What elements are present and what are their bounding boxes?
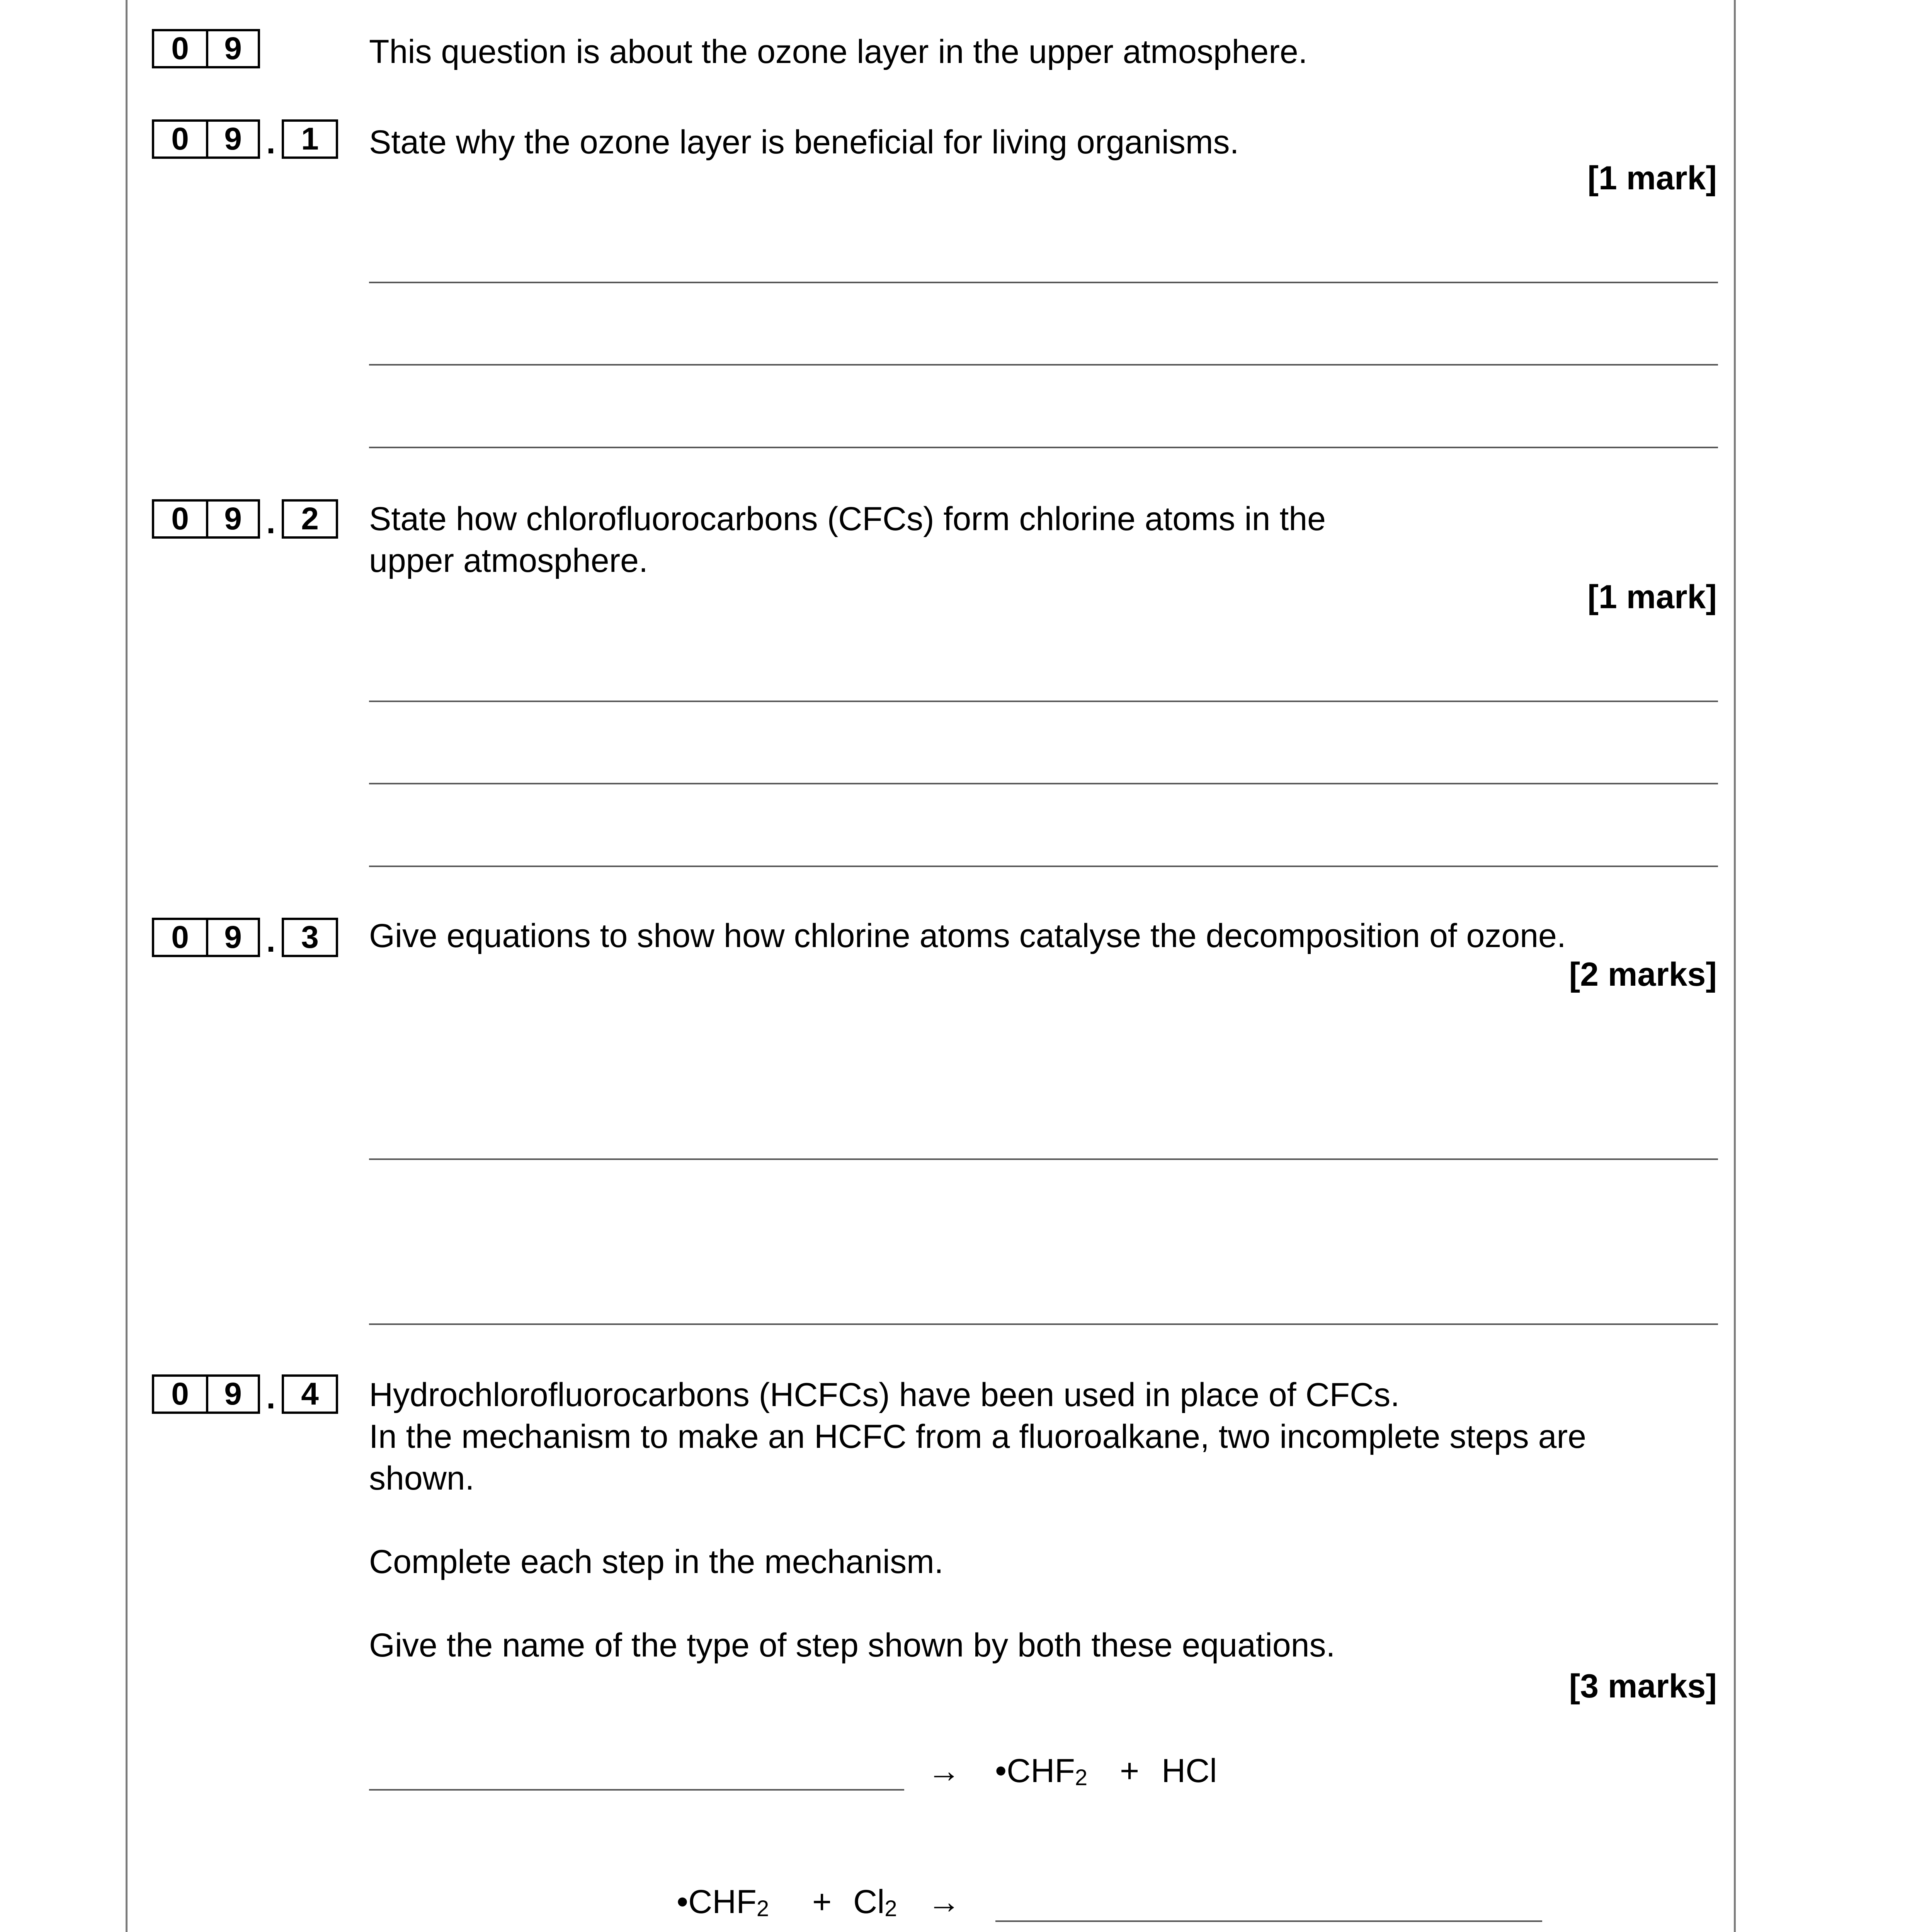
equation-1-plus: + (1120, 1752, 1140, 1789)
digit-box: 9 (206, 502, 258, 536)
answer-line[interactable] (369, 1158, 1718, 1160)
question-text: In the mechanism to make an HCFC from a fluoroalkane, two incomplete steps are (369, 1418, 1586, 1455)
question-number-09-1 (152, 115, 338, 159)
radical-text: •CHF (677, 1883, 757, 1920)
marks-label: [3 marks] (1569, 1668, 1717, 1705)
answer-line[interactable] (369, 701, 1718, 702)
equation-1-radical (995, 1752, 1087, 1797)
digit-box: 0 (171, 31, 189, 66)
question-number-09-3 (152, 913, 338, 957)
equation-2-reagent (853, 1883, 897, 1928)
equation-2-arrow: → (927, 1883, 961, 1920)
equation-1-reactant-blank[interactable] (369, 1789, 904, 1791)
left-margin-line (126, 0, 128, 1932)
question-text: shown. (369, 1460, 475, 1497)
digit-box: 0 (171, 920, 189, 955)
question-number-09-4 (152, 1370, 338, 1414)
question-text: State how chlorofluorocarbons (CFCs) form chlorine atoms in the (369, 500, 1326, 537)
digit-box: 9 (206, 122, 258, 156)
part-separator: . (266, 922, 276, 959)
question-intro: This question is about the ozone layer in the upper atmosphere. (369, 33, 1308, 70)
marks-label: [1 mark] (1587, 578, 1717, 616)
answer-line[interactable] (369, 282, 1718, 283)
radical-text: •CHF (995, 1752, 1075, 1789)
equation-2-plus: + (812, 1883, 832, 1920)
part-box: 1 (301, 121, 319, 156)
equation-1-arrow: → (927, 1752, 961, 1789)
digit-box: 9 (206, 920, 258, 955)
question-instruction: Complete each step in the mechanism. (369, 1543, 944, 1580)
equation-2-radical (677, 1883, 769, 1928)
digit-box: 0 (171, 501, 189, 536)
part-box: 3 (301, 920, 319, 955)
question-text: State why the ozone layer is beneficial for living organisms. (369, 124, 1239, 161)
question-instruction: Give the name of the type of step shown by both these equations. (369, 1627, 1335, 1664)
question-text: Hydrochlorofluorocarbons (HCFCs) have been used in place of CFCs. (369, 1376, 1400, 1413)
part-separator: . (266, 1379, 276, 1416)
radical-subscript: 2 (1075, 1765, 1088, 1790)
digit-box: 9 (206, 1377, 258, 1412)
digit-box: 0 (171, 121, 189, 156)
part-box: 4 (301, 1376, 319, 1412)
question-number-09 (152, 24, 260, 68)
digit-box: 0 (171, 1376, 189, 1412)
question-number-09-2 (152, 495, 338, 539)
digit-box: 9 (206, 31, 258, 66)
reagent-text: Cl (853, 1883, 885, 1920)
answer-line[interactable] (369, 783, 1718, 784)
reagent-subscript: 2 (885, 1896, 897, 1921)
answer-line[interactable] (369, 866, 1718, 867)
part-box: 2 (301, 501, 319, 536)
equation-2-product-blank[interactable] (995, 1920, 1542, 1922)
equation-1-product: HCl (1162, 1752, 1217, 1789)
right-margin-line (1734, 0, 1736, 1932)
part-separator: . (266, 124, 276, 161)
radical-subscript: 2 (756, 1896, 769, 1921)
marks-label: [1 mark] (1587, 160, 1717, 197)
answer-line[interactable] (369, 364, 1718, 366)
marks-label: [2 marks] (1569, 956, 1717, 993)
answer-line[interactable] (369, 1323, 1718, 1325)
question-text: Give equations to show how chlorine atoms catalyse the decomposition of ozone. (369, 917, 1566, 954)
answer-line[interactable] (369, 447, 1718, 448)
question-text: upper atmosphere. (369, 542, 648, 579)
part-separator: . (266, 503, 276, 541)
